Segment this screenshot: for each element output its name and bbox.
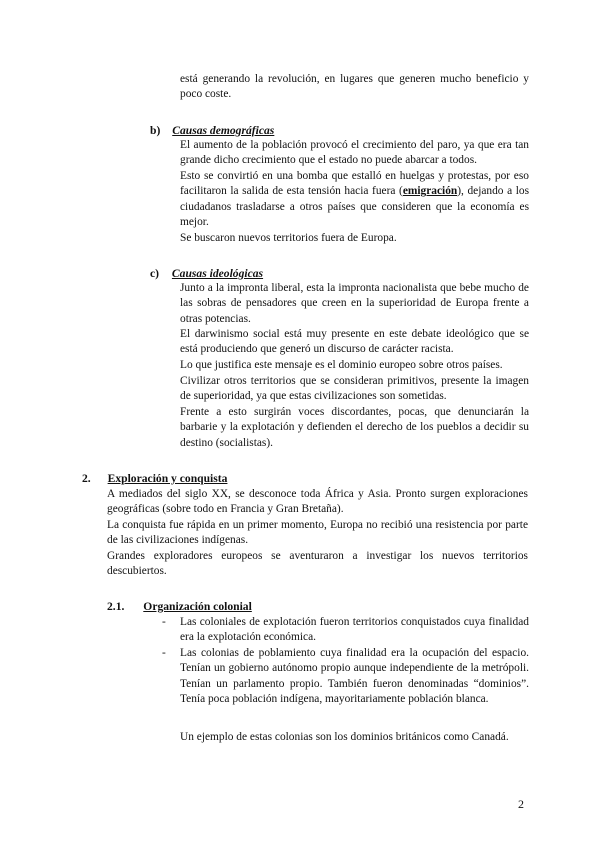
section-c-paragraph-5: Frente a esto surgirán voces discordantes, pocas, que denunciarán la barbarie y la explotación y defienden el derecho de los pueblos a decidir su destino (socialistas). xyxy=(180,406,529,449)
section-b-paragraph-3: Se buscaron nuevos territorios fuera de Europa. xyxy=(180,232,397,244)
section-c-paragraph-4: Civilizar otros territorios que se consideran primitivos, presente la imagen de superioridad, ya que estas civilizaciones son sometidas. xyxy=(180,375,529,403)
section-b-heading xyxy=(150,123,274,138)
section-b-title: Causas demográficas xyxy=(172,124,275,137)
emigracion-term: emigración xyxy=(402,185,458,198)
section-2-paragraph-1: A mediados del siglo XX, se desconoce toda África y Asia. Pronto surgen exploraciones geográficas (sobre todo en Francia y Gran Bretaña). xyxy=(107,488,528,516)
bullet-1-marker: - xyxy=(162,616,166,628)
section-2-1-heading xyxy=(107,599,252,614)
section-b-paragraph-2-post: ), dejando a los ciudadanos trasladarse a otros países que consideren que la economía es mejor. xyxy=(180,185,530,229)
section-c-heading xyxy=(150,266,263,281)
section-2-number: 2. xyxy=(82,472,91,485)
intro-paragraph: está generando la revolución, en lugares que generen mucho beneficio y poco coste. xyxy=(180,73,529,101)
section-c-title: Causas ideológicas xyxy=(171,267,264,280)
section-c-paragraph-1: Junto a la impronta liberal, esta la impronta nacionalista que bebe mucho de las sobras de pensadores que creen en la superioridad de Europa frente a otras potencias. xyxy=(180,282,529,325)
bullet-1-text: Las coloniales de explotación fueron territorios conquistados cuya finalidad era la explotación económica. xyxy=(180,616,529,644)
bullet-2-example: Un ejemplo de estas colonias son los dominios británicos como Canadá. xyxy=(180,731,509,743)
section-2-1-title: Organización colonial xyxy=(143,600,252,613)
bullet-2-text: Las colonias de poblamiento cuya finalidad era la ocupación del espacio. Tenían un gobierno autónomo propio aunque independiente de la metrópoli. Tenían un parlamento propio. También fueron denominadas “dominios”. Tenía poca población indígena, mayoritariamente población blanca. xyxy=(180,647,529,706)
section-b-paragraph-1: El aumento de la población provocó el crecimiento del paro, ya que era tan grande dicho crecimiento que el estado no puede abarcar a todos. xyxy=(180,139,529,167)
bullet-2-marker: - xyxy=(162,647,166,659)
section-2-title: Exploración y conquista xyxy=(107,472,228,485)
section-c-marker: c) xyxy=(150,267,160,280)
section-b-marker: b) xyxy=(150,124,161,137)
page-number: 2 xyxy=(518,797,524,811)
section-c-paragraph-3: Lo que justifica este mensaje es el dominio europeo sobre otros países. xyxy=(180,359,503,371)
section-c-paragraph-2: El darwinismo social está muy presente en este debate ideológico que se está produciendo que generó un discurso de carácter racista. xyxy=(180,328,529,356)
section-b-paragraph-2 xyxy=(180,169,529,231)
section-2-paragraph-3: Grandes exploradores europeos se aventuraron a investigar los nuevos territorios descubiertos. xyxy=(107,550,528,578)
section-b-paragraph-2-pre: Esto se convirtió en una bomba que estalló en huelgas y protestas, por eso facilitaron la salida de esta tensión hacia fuera ( xyxy=(180,170,529,198)
section-2-paragraph-2: La conquista fue rápida en un primer momento, Europa no recibió una resistencia por parte de las civilizaciones indígenas. xyxy=(107,519,528,547)
section-2-1-number: 2.1. xyxy=(107,600,125,613)
section-2-heading xyxy=(82,471,227,486)
